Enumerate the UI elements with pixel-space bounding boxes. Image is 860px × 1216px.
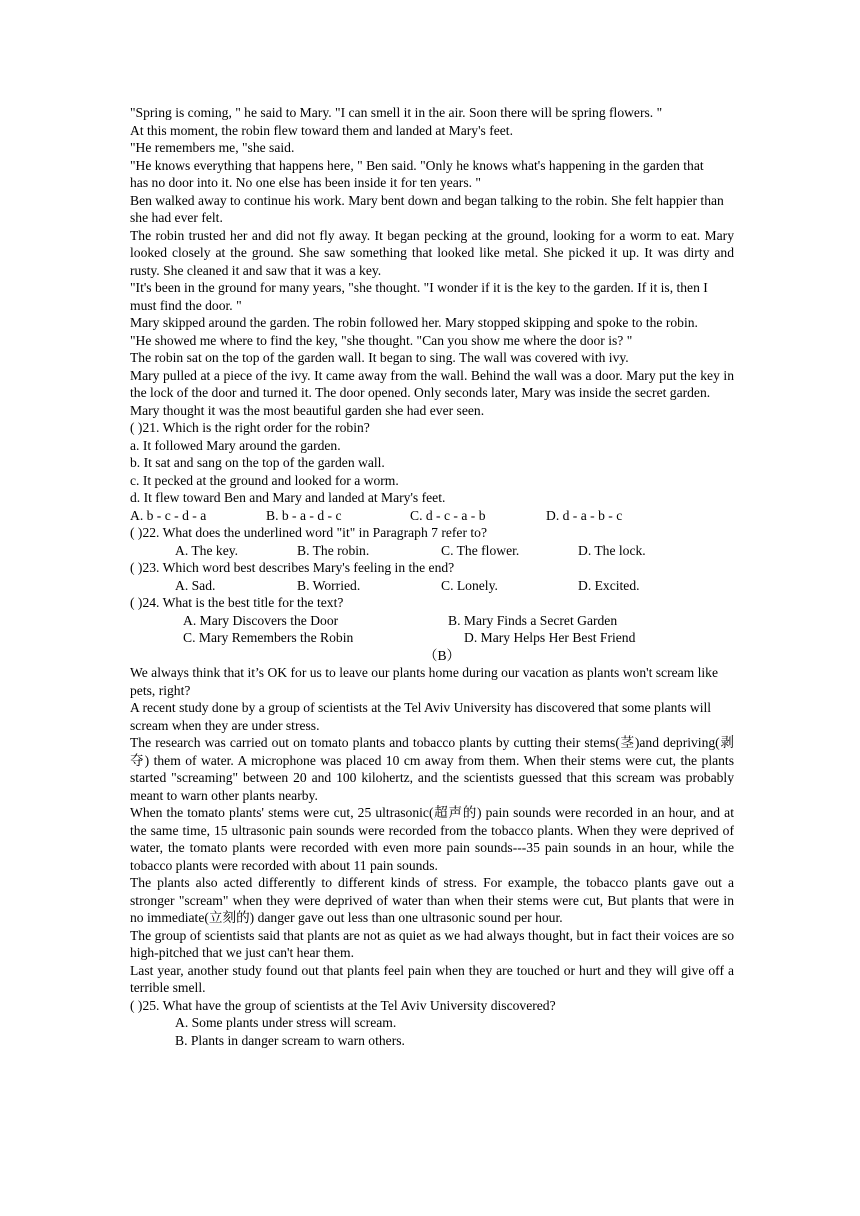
- question-21-option-d[interactable]: D. d - a - b - c: [546, 507, 623, 523]
- passage-a-paragraph-11: Mary pulled at a piece of the ivy. It came away from the wall. Behind the wall was a door. Mary put the key in the lock of the door and turned it. The door opened. Only seconds later, Mary was inside the secret garden.: [130, 367, 734, 400]
- passage-a-paragraph-12: Mary thought it was the most beautiful garden she had ever seen.: [130, 402, 485, 418]
- passage-a-paragraph-2: At this moment, the robin flew toward them and landed at Mary's feet.: [130, 122, 513, 138]
- passage-b-paragraph-3: The research was carried out on tomato plants and tobacco plants by cutting their stems(茎)and depriving(剥夺) them of water. A microphone was placed 10 cm away from them. When their stems were cut, the plants started "screaming" between 20 and 100 kilohertz, and the scientists guessed that this scream was probably meant to warn other plants nearby.: [130, 735, 734, 803]
- passage-a-paragraph-4: "He knows everything that happens here, " Ben said. "Only he knows what's happening in the garden that has no door into it. No one else has been inside it for ten years. ": [130, 157, 704, 190]
- passage-a-paragraph-10: The robin sat on the top of the garden wall. It began to sing. The wall was covered with ivy.: [130, 350, 629, 365]
- passage-b-paragraph-7: Last year, another study found out that plants feel pain when they are touched or hurt and they will give off a terrible smell.: [130, 962, 734, 995]
- question-21-option-a[interactable]: A. b - c - d - a: [130, 507, 207, 523]
- document-content: [130, 104, 734, 1049]
- question-22-option-d[interactable]: D. The lock.: [578, 542, 646, 558]
- question-25-option-a[interactable]: A. Some plants under stress will scream.: [175, 1015, 397, 1030]
- question-22-option-b[interactable]: B. The robin.: [297, 542, 370, 558]
- passage-a-paragraph-9: "He showed me where to find the key, "she thought. "Can you show me where the door is? ": [130, 332, 633, 348]
- question-25-option-b[interactable]: B. Plants in danger scream to warn others.: [175, 1032, 405, 1048]
- question-23-option-a[interactable]: A. Sad.: [175, 577, 216, 593]
- question-22-option-a[interactable]: A. The key.: [175, 542, 239, 558]
- passage-a-paragraph-7: "It's been in the ground for many years, "she thought. "I wonder if it is the key to the garden. If it is, then I must find the door. ": [130, 280, 708, 313]
- section-b-label: （B）: [423, 647, 461, 663]
- question-24-options-row-1: [130, 612, 734, 630]
- question-22-option-c[interactable]: C. The flower.: [441, 542, 520, 558]
- question-24-option-c[interactable]: C. Mary Remembers the Robin: [183, 630, 354, 645]
- question-24-options-row-2: [130, 629, 734, 647]
- question-23-option-b[interactable]: B. Worried.: [297, 577, 361, 593]
- question-24-option-a[interactable]: A. Mary Discovers the Door: [183, 612, 339, 628]
- passage-a-paragraph-6: The robin trusted her and did not fly away. It began pecking at the ground, looking for a worm to eat. Mary looked closely at the ground. She saw something that looked like metal. She picked it up. It was dirty and rusty. She cleaned it and saw that it was a key.: [130, 227, 734, 278]
- question-23-options: [130, 577, 734, 595]
- question-23-option-c[interactable]: C. Lonely.: [441, 577, 498, 593]
- question-21-item-b: b. It sat and sang on the top of the garden wall.: [130, 455, 385, 470]
- passage-a-paragraph-1: "Spring is coming, " he said to Mary. "I can smell it in the air. Soon there will be spring flowers. ": [130, 105, 663, 120]
- question-22-stem: ( )22. What does the underlined word "it" in Paragraph 7 refer to?: [130, 525, 487, 540]
- passage-b-paragraph-5: The plants also acted differently to different kinds of stress. For example, the tobacco plants gave out a stronger "scream" when they were deprived of water than when their stems were cut, But plants that were in no immediate(立刻的) danger gave out less than one ultrasonic sound per hour.: [130, 875, 734, 925]
- question-23-option-d[interactable]: D. Excited.: [578, 577, 640, 593]
- question-21-item-a: a. It followed Mary around the garden.: [130, 437, 341, 453]
- question-24-option-d[interactable]: D. Mary Helps Her Best Friend: [464, 630, 636, 645]
- question-21-item-d: d. It flew toward Ben and Mary and landed at Mary's feet.: [130, 490, 446, 505]
- passage-b-paragraph-6: The group of scientists said that plants are not as quiet as we had always thought, but in fact their voices are so high-pitched that we just can't hear them.: [130, 927, 734, 960]
- passage-b-paragraph-4: When the tomato plants' stems were cut, 25 ultrasonic(超声的) pain sounds were recorded in an hour, and at the same time, 15 ultrasonic pain sounds were recorded from the tobacco plants. When they were deprived of water, the tomato plants were recorded with even more pain sounds---35 pain sounds in an hour, while the tobacco plants were recorded with about 11 pain sounds.: [130, 805, 734, 873]
- question-21-item-c: c. It pecked at the ground and looked for a worm.: [130, 472, 399, 488]
- question-21-option-c[interactable]: C. d - c - a - b: [410, 507, 486, 523]
- question-21-options: [130, 507, 734, 525]
- question-24-option-b[interactable]: B. Mary Finds a Secret Garden: [448, 612, 618, 628]
- question-22-options: [130, 542, 734, 560]
- passage-b-paragraph-2: A recent study done by a group of scientists at the Tel Aviv University has discovered that some plants will scream when they are under stress.: [130, 700, 712, 733]
- question-21-option-b[interactable]: B. b - a - d - c: [266, 507, 342, 523]
- question-21-stem: ( )21. Which is the right order for the robin?: [130, 420, 370, 435]
- question-25-stem: ( )25. What have the group of scientists at the Tel Aviv University discovered?: [130, 997, 556, 1013]
- question-23-stem: ( )23. Which word best describes Mary's feeling in the end?: [130, 560, 455, 575]
- passage-b-paragraph-1: We always think that it’s OK for us to leave our plants home during our vacation as plants won't scream like pets, right?: [130, 665, 719, 698]
- passage-a-paragraph-8: Mary skipped around the garden. The robin followed her. Mary stopped skipping and spoke to the robin.: [130, 315, 698, 330]
- passage-a-paragraph-3: "He remembers me, "she said.: [130, 140, 295, 155]
- passage-a-paragraph-5: Ben walked away to continue his work. Mary bent down and began talking to the robin. She felt happier than she had ever felt.: [130, 192, 724, 225]
- question-24-stem: ( )24. What is the best title for the text?: [130, 595, 344, 610]
